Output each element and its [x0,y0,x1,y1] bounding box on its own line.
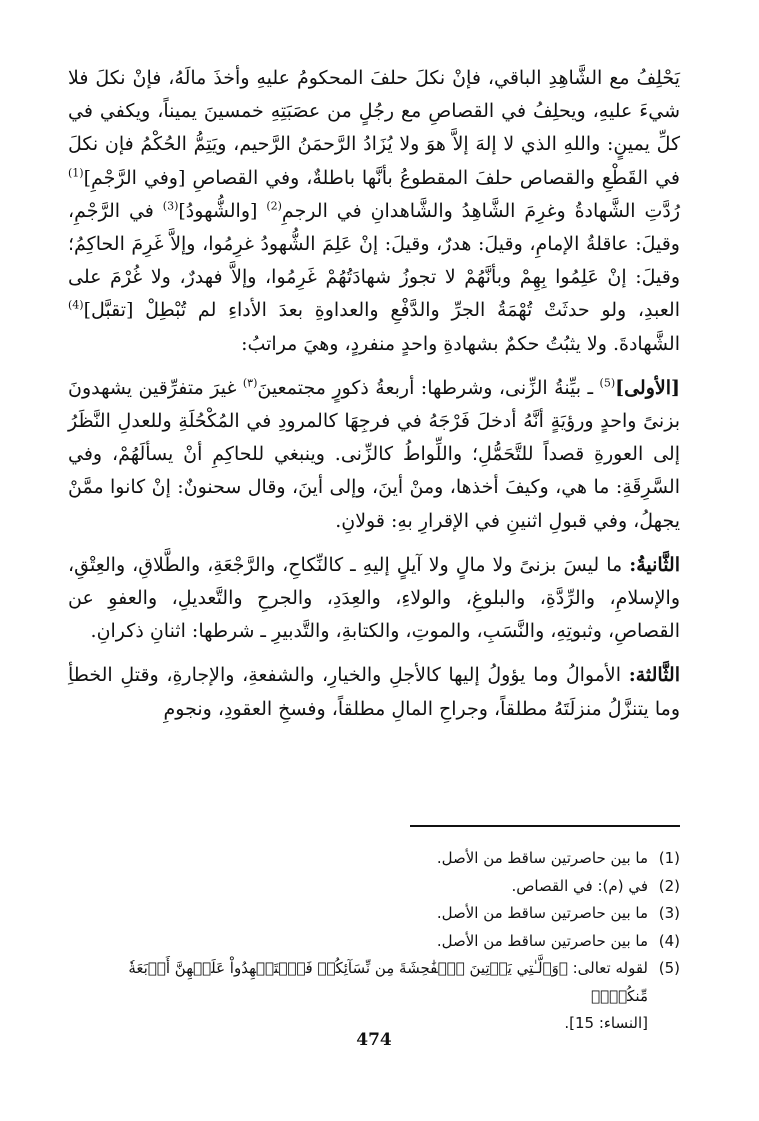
footnote-text: ما بين حاصرتين ساقط من الأصل. [436,904,648,922]
text-segment: يَحْلِفُ مع الشَّاهِدِ الباقي، فإنْ نكلَ حلفَ المحكومُ عليهِ وأخذَ مالَهُ، فإنْ نكلَ فلا شيءَ عليهِ، ويحلِفُ في القصاصِ مع رجُلٍ من عصَبَتِهِ خمسينَ يميناً، ويكفي في كلِّ يمينٍ: واللهِ الذي لا إلهَ إلاَّ هوَ ولا يُزَادُ الرَّحمَنُ الرَّحيم، ويَتِمُّ الحُكْمُ فإن نكلَ في القَطْعِ والقصاص حلفَ المقطوعُ بأنَّها باطلةٌ، وفي القصاصِ [وفي الرَّجْمِ] [68,67,680,189]
footnote-ref-4: (4) [68,299,84,313]
footnote-ref-arabic-3: (٣) [242,376,258,390]
text-segment: غيرَ متفرِّقين يشهدونَ بزنىً واحدٍ ورؤيَةٍ أنَّهُ أدخلَ فَرْجَهُ في فرجِهَا كالمرودِ في المُكْحُلَةِ وللعدلِ النَّظَرُ إلى العورةِ قصداً للتَّحَمُّلِ؛ واللِّواطُ كالزِّنى. وينبغي للحاكِمِ أنْ يسألَهُمْ، وفي السَّرِقَةِ: ما هي، وكيفَ أخذها، ومنْ أينَ، وإلى أينَ، وقال سحنونٌ: إنْ كانوا ممَّنْ يجهلُ، وفي قبولِ اثنينِ في الإقرارِ بهِ: قولانِ. [68,376,680,532]
footnote-2 [68,873,680,901]
section-heading-first: [الأولى] [615,376,681,399]
footnote-4 [68,928,680,956]
footnote-1 [68,845,680,873]
footnote-number: (3) [658,904,680,922]
paragraph-second-rank [68,549,680,649]
quran-quote: ﴿وَٱلَّـٰتِي يَأۡتِينَ ٱلۡفَٰحِشَةَ مِن نِّسَآئِكُمۡ فَٱسۡتَشۡهِدُواْ عَلَيۡهِنَّ أَرۡبَعَةٗ مِّنكُمۡۖ﴾ [128,959,648,1005]
footnote-ref-3: (3) [162,199,179,213]
footnote-number: (4) [658,931,680,950]
text-segment: الأموالُ وما يؤولُ إليها كالأجلِ والخيارِ، والشفعةِ، والإجارةِ، وقتلِ الخطأِ وما يتنزَّلُ منزلَتَهُ مطلقاً، وجراحِ المالِ مطلقاً، وفسخِ العقودِ، ونجومِ [68,664,680,720]
footnote-text [68,955,648,1010]
footnote-number: (2) [658,876,680,895]
footnote-ref-5: (5) [599,376,616,390]
paragraph-oath-and-witness [68,62,680,361]
footnote-text: في (م): في القصاص. [511,876,648,895]
text-segment: ما ليسَ بزنىً ولا مالٍ ولا آيلٍ إليهِ ـ كالنِّكاحِ، والرَّجْعَةِ، والطَّلاقِ، والعِتْقِ، والإسلامِ، والرِّدَّةِ، والبلوغِ، والولاءِ، والعِدَدِ، والجرحِ والتَّعديلِ، والعفوِ عن القصاصِ، وثبوتِهِ، والنَّسَبِ، والموتِ، والكتابةِ، والتَّدبيرِ ـ شرطها: اثنانِ ذكرانِ. [68,553,680,643]
section-heading-second: الثَّانيةُ: [629,553,680,576]
footnote-separator [410,825,680,827]
text-segment: رُدَّتِ الشَّهادةُ وغرِمَ الشَّاهِدُ والشَّاهدانِ في الرجمِ [281,199,681,222]
footnote-5-reference: [النساء: 15]. [564,1014,648,1032]
text-segment: [والشُّهودُ] [178,199,267,222]
paragraph-third-rank [68,659,680,725]
main-text [68,62,680,726]
paragraph-first-rank [68,372,680,538]
footnote-5 [68,955,680,1010]
footnote-number: (1) [658,849,680,867]
footnote-text: ما بين حاصرتين ساقط من الأصل. [436,931,648,950]
text-segment: ـ بيِّنةُ الزِّنى، وشرطها: أربعةُ ذكورٍ مجتمعينَ [257,376,600,399]
section-heading-third: الثَّالثة: [628,664,681,687]
footnote-intro: لقوله تعالى: [567,959,648,977]
footnote-ref-1: (1) [68,166,84,180]
footnotes [68,845,680,1038]
text-segment: الشَّهادةَ. ولا يثبُتُ حكمٌ بشهادةِ واحدٍ منفردٍ، وهيَ مراتبُ: [241,332,680,355]
text-segment: في الرَّجْمِ، وقيلَ: عاقلةُ الإمامِ، وقيلَ: هدرٌ، وقيلَ: إنْ عَلِمَ الشُّهودُ غرِمُوا، وإلاَّ غَرِمَ الحاكِمُ؛ وقيلَ: إنْ عَلِمُوا بِهِمْ وبأنَّهُمْ لا تجوزُ شهادَتُهُمْ غَرِمُوا، وإلاَّ فهدرٌ، ولا غُرْمَ على العبدِ، ولو حدثَتْ تُهْمَةُ الجرِّ والدَّفْعِ والعداوةِ بعدَ الأداءِ لم تُبْطِلْ [تقبَّل] [68,199,680,322]
footnote-ref-2: (2) [266,199,282,213]
footnote-text: ما بين حاصرتين ساقط من الأصل. [436,849,648,867]
page-number: 474 [356,1030,392,1050]
footnote-3 [68,900,680,928]
footnote-number: (5) [658,959,680,977]
book-page [68,62,680,1092]
